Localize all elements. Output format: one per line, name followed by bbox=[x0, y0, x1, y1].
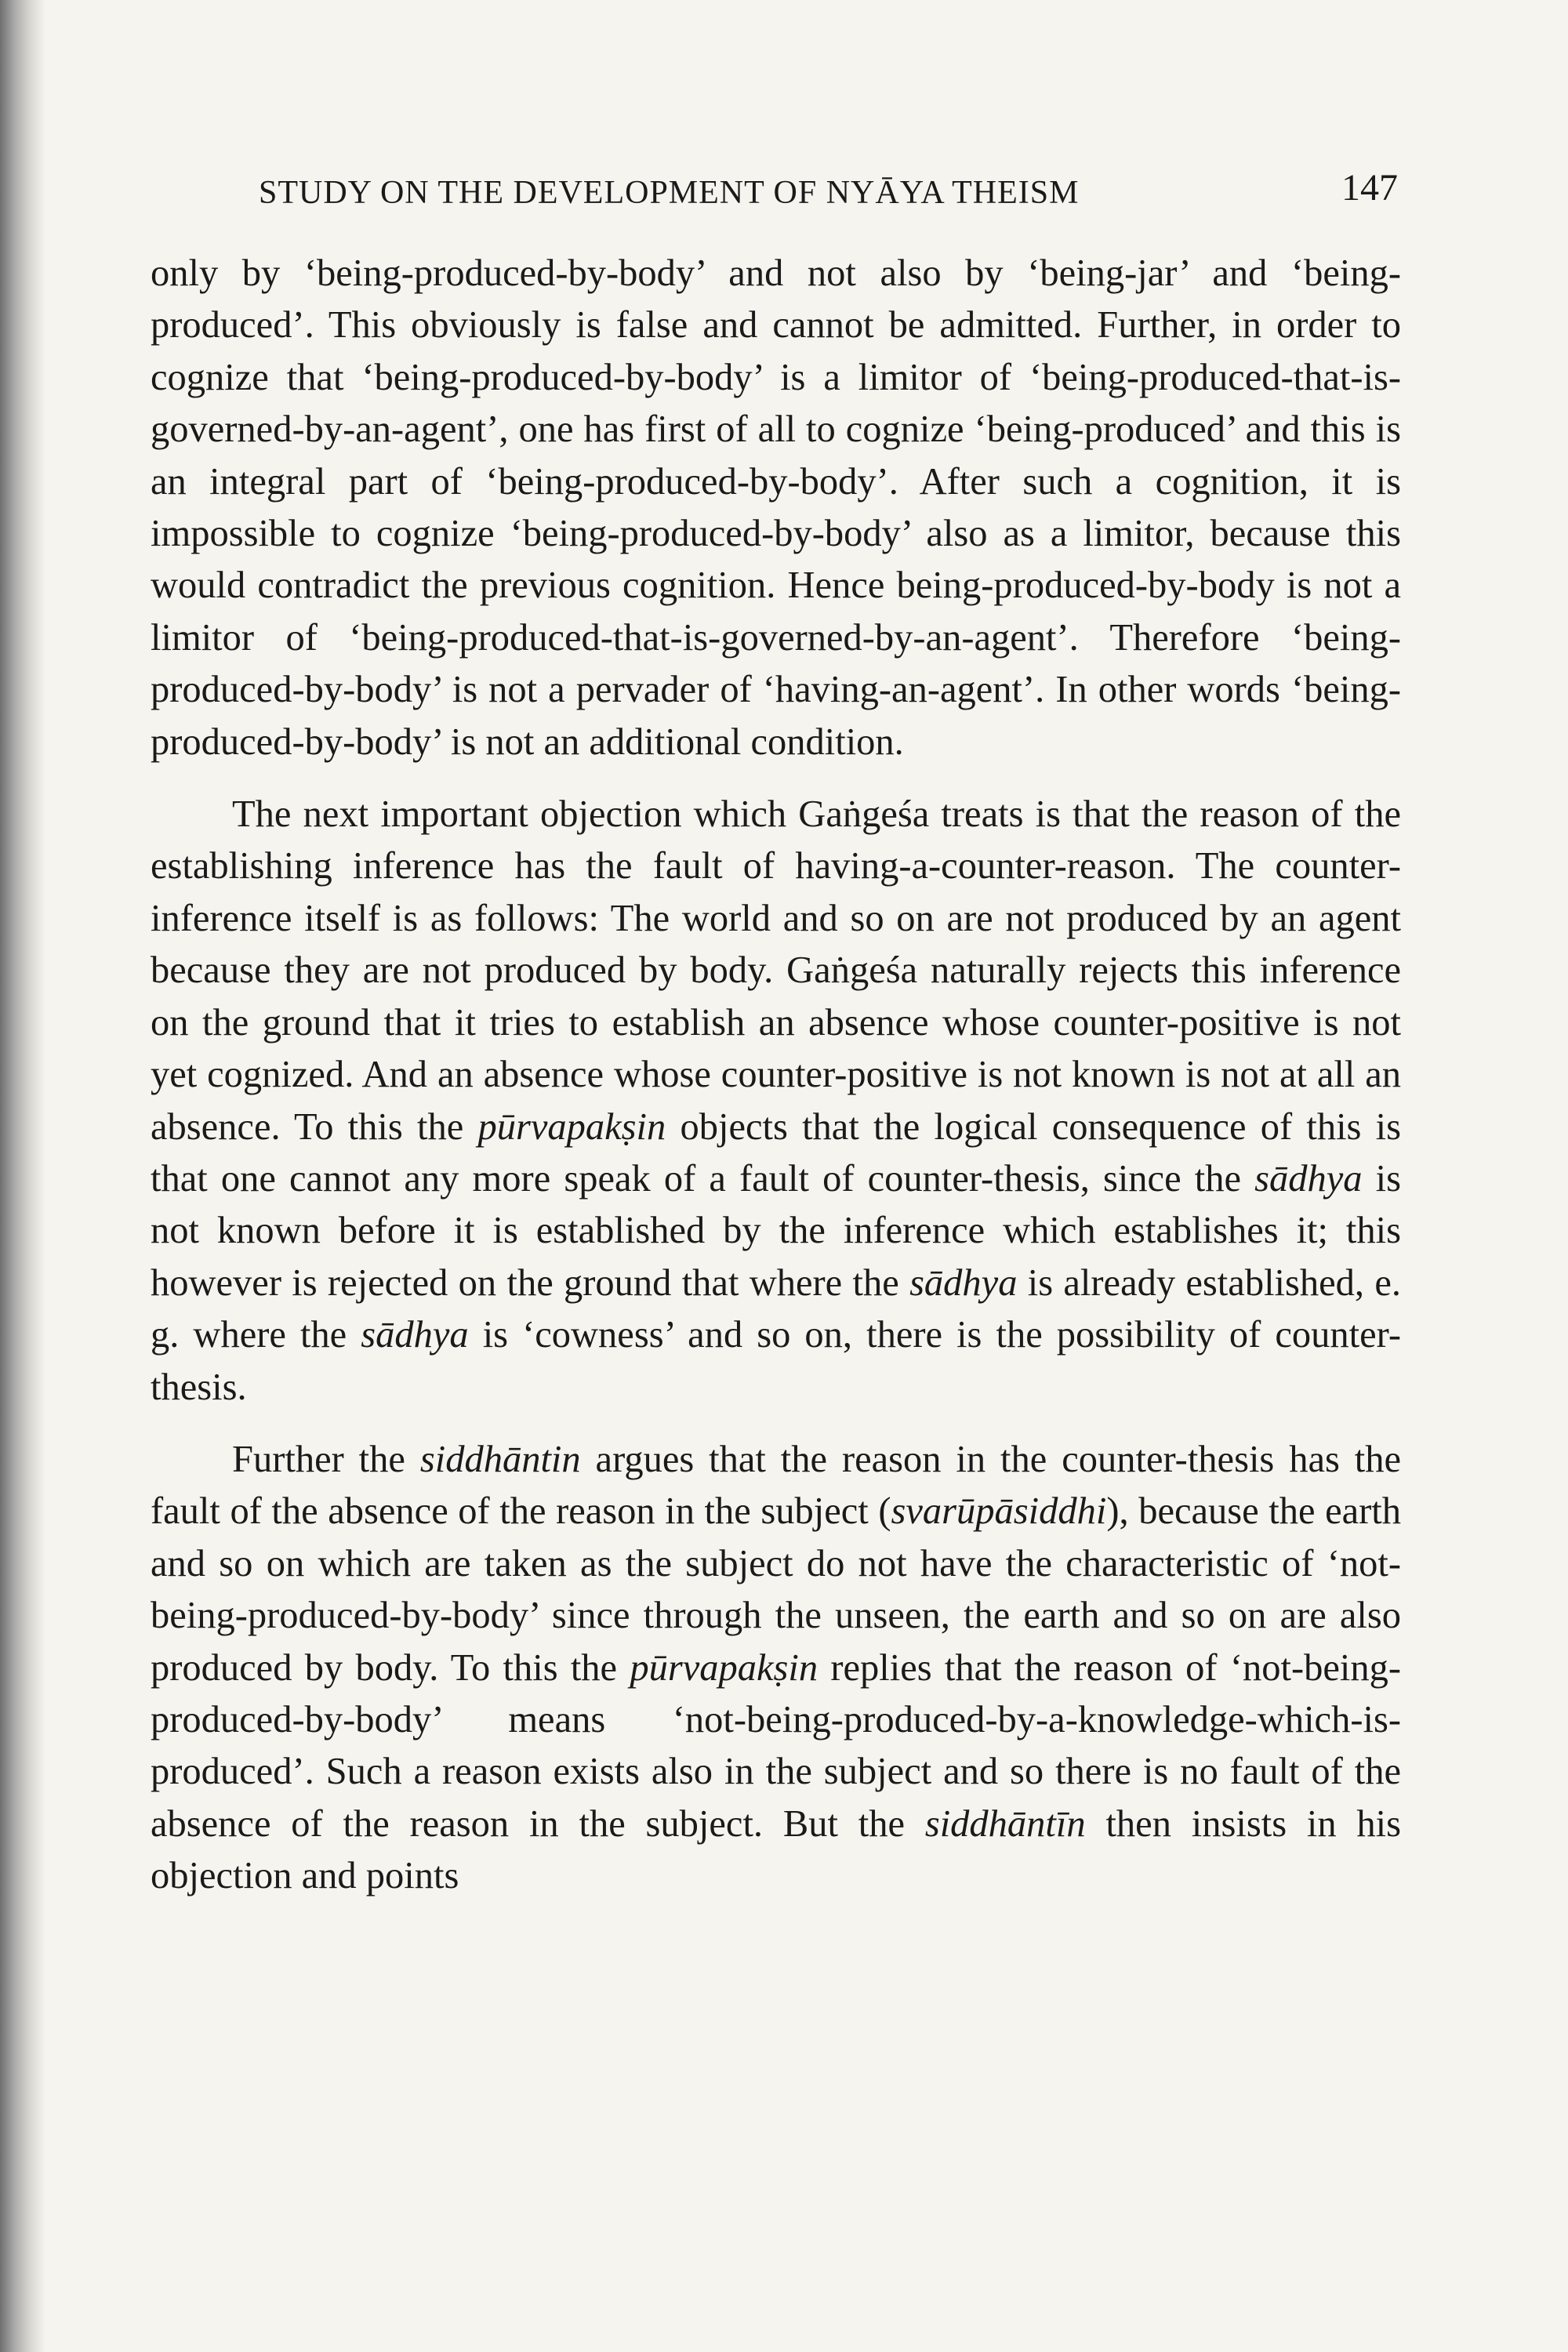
page-number: 147 bbox=[1341, 167, 1398, 209]
sanskrit-term: sādhya bbox=[361, 1314, 469, 1356]
running-head bbox=[151, 157, 1401, 220]
sanskrit-term: siddhāntīn bbox=[924, 1802, 1086, 1845]
sanskrit-term: pūrvapakṣin bbox=[477, 1105, 666, 1148]
paragraph-counter-reason bbox=[151, 789, 1401, 1414]
sanskrit-term: sādhya bbox=[909, 1261, 1018, 1304]
paragraph-siddhantin-argument bbox=[151, 1434, 1401, 1903]
text-segment: replies that the reason of ‘not-being-produced-by-body’ means ‘not-being-produced-by-a-knowledge-which-is-produced’. Such a reason exists also in the subject and so there is no fault of the absence of the reason in the subject. But the bbox=[151, 1646, 1401, 1845]
scan-binding-shadow bbox=[0, 0, 45, 2352]
text-segment: Further the bbox=[232, 1438, 420, 1480]
paragraph-continuation bbox=[151, 248, 1401, 768]
text-segment: only by ‘being-produced-by-body’ and not also by ‘being-jar’ and ‘being-produced’. This obviously is false and cannot be admitted. Further, in order to cognize that ‘being-produced-by-body’ is a limitor of ‘being-produced-that-is-governed-by-an-agent’, one has first of all to cognize ‘being-produced’ and this is an integral part of ‘being-produced-by-body’. After such a cognition, it is impossible to cognize ‘being-produced-by-body’ also as a limitor, because this would contradict the previous cognition. Hence being-produced-by-body is not a limitor of ‘being-produced-that-is-governed-by-an-agent’. Therefore ‘being-produced-by-body’ is not a pervader of ‘having-an-agent’. In other words ‘being-produced-by-body’ is not an additional condition. bbox=[151, 252, 1401, 763]
sanskrit-term: siddhāntin bbox=[419, 1438, 581, 1480]
text-segment: The next important objection which Gaṅgeśa treats is that the reason of the establishing inference has the fault of having-a-counter-reason. The counter-inference itself is as follows: The world and so on are not produced by an agent because they are not produced by body. Gaṅgeśa naturally rejects this inference on the ground that it tries to establish an absence whose counter-positive is not yet cognized. And an absence whose counter-positive is not known is not at all an absence. To this the bbox=[151, 793, 1401, 1148]
text-segment: is already established, e. g. where the bbox=[151, 1261, 1401, 1356]
text-segment: then insists in his objection and points bbox=[151, 1802, 1402, 1897]
text-segment: objects that the logical consequence of this is that one cannot any more speak of a fault of counter-thesis, since the bbox=[151, 1105, 1401, 1200]
sanskrit-term: pūrvapakṣin bbox=[630, 1646, 818, 1689]
sanskrit-term: sādhya bbox=[1254, 1157, 1363, 1200]
text-segment: ), because the earth and so on which are taken as the subject do not have the characteristic of ‘not-being-produced-by-body’ since through the unseen, the earth and so on are also produced by body. To this the bbox=[151, 1490, 1402, 1689]
text-segment: argues that the reason in the counter-thesis has the fault of the absence of the reason in the subject ( bbox=[151, 1438, 1401, 1533]
text-segment: is not known before it is established by the inference which establishes it; this however is rejected on the ground that where the bbox=[151, 1157, 1401, 1304]
book-page bbox=[151, 157, 1401, 1903]
sanskrit-term: svarūpāsiddhi bbox=[891, 1490, 1107, 1533]
running-title: STUDY ON THE DEVELOPMENT OF NYĀYA THEISM bbox=[259, 175, 1080, 211]
body-text bbox=[151, 248, 1401, 1903]
text-segment: is ‘cowness’ and so on, there is the possibility of counter-thesis. bbox=[151, 1314, 1401, 1408]
